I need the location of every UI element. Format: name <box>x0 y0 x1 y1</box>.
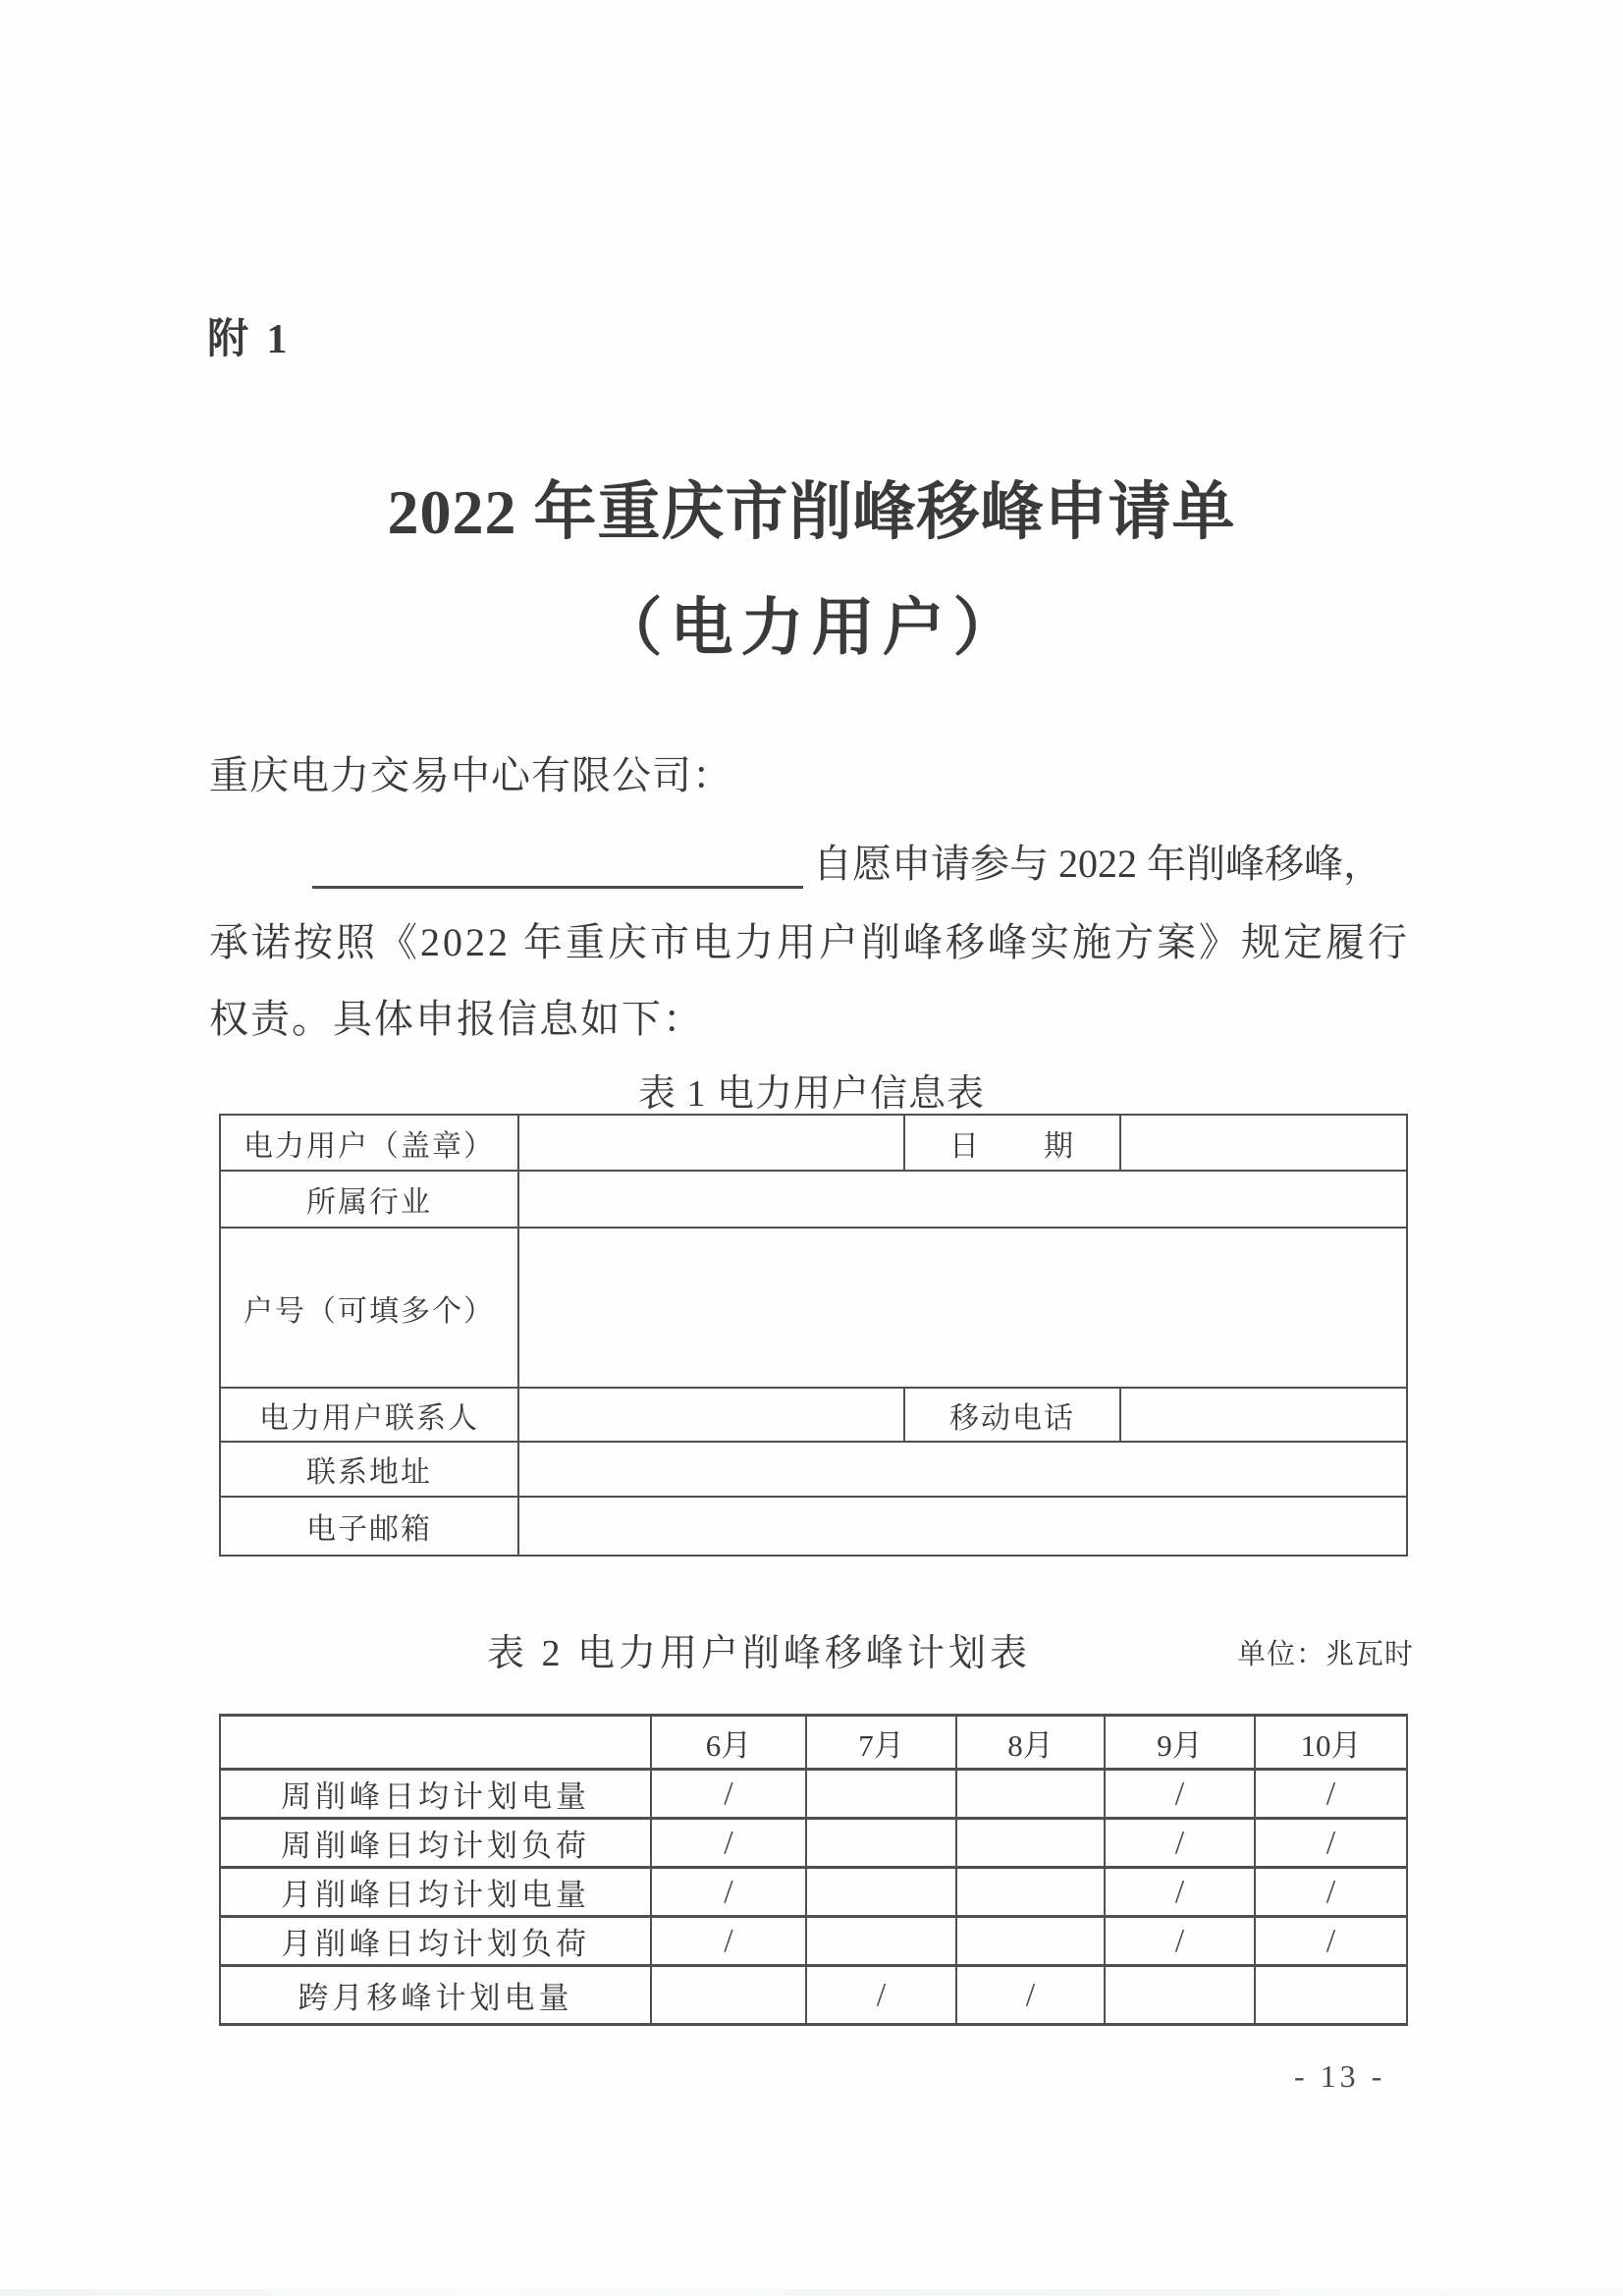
table-row <box>220 1819 1407 1868</box>
plan-header-july: 7月 <box>806 1716 956 1770</box>
table-row <box>220 1868 1407 1917</box>
plan-cell: / <box>1105 1917 1255 1966</box>
plan-row-label: 月削峰日均计划电量 <box>220 1868 651 1917</box>
plan-cell <box>806 1819 956 1868</box>
page-number: - 13 - <box>1294 2058 1386 2094</box>
body-line-2: 承诺按照《2022 年重庆市电力用户削峰移峰实施方案》规定履行 <box>209 920 1410 964</box>
plan-cell <box>956 1770 1105 1819</box>
contact-person-value-cell <box>518 1388 904 1442</box>
attachment-label: 附 1 <box>207 317 292 362</box>
document-title-line1: 2022 年重庆市削峰移峰申请单 <box>387 477 1236 547</box>
plan-cell <box>806 1868 956 1917</box>
plan-row-label: 跨月移峰计划电量 <box>220 1966 651 2025</box>
plan-header-october: 10月 <box>1255 1716 1407 1770</box>
plan-row-label: 月削峰日均计划负荷 <box>220 1917 651 1966</box>
contact-address-value-cell <box>518 1442 1407 1497</box>
plan-cell: / <box>956 1966 1105 2025</box>
table1-caption: 表 1 电力用户信息表 <box>637 1073 985 1115</box>
plan-cell: / <box>1255 1819 1407 1868</box>
plan-cell <box>956 1917 1105 1966</box>
plan-cell: / <box>1105 1770 1255 1819</box>
plan-cell: / <box>1255 1770 1407 1819</box>
label-mobile-phone: 移动电话 <box>904 1388 1120 1442</box>
plan-row-label: 周削峰日均计划电量 <box>220 1770 651 1819</box>
salutation-line: 重庆电力交易中心有限公司： <box>209 753 732 797</box>
plan-cell <box>651 1966 806 2025</box>
label-power-user: 电力用户（盖章） <box>220 1115 518 1171</box>
plan-cell <box>956 1819 1105 1868</box>
plan-cell <box>806 1917 956 1966</box>
plan-cell: / <box>1105 1868 1255 1917</box>
table-row <box>220 1966 1407 2025</box>
table2-unit-note: 单位：兆瓦时 <box>1236 1639 1414 1670</box>
plan-cell: / <box>1255 1917 1407 1966</box>
plan-cell <box>806 1770 956 1819</box>
plan-header-june: 6月 <box>651 1716 806 1770</box>
table2-caption: 表 2 电力用户削峰移峰计划表 <box>486 1633 1031 1674</box>
label-industry: 所属行业 <box>220 1171 518 1228</box>
plan-cell: / <box>1105 1819 1255 1868</box>
label-date: 日 期 <box>904 1115 1120 1171</box>
power-user-value-cell <box>518 1115 904 1171</box>
label-email: 电子邮箱 <box>220 1497 518 1556</box>
plan-cell <box>1255 1966 1407 2025</box>
plan-cell: / <box>1255 1868 1407 1917</box>
user-info-table <box>219 1114 1408 1557</box>
date-value-cell <box>1120 1115 1407 1171</box>
plan-table <box>219 1714 1408 2026</box>
table-row <box>220 1917 1407 1966</box>
plan-cell <box>1105 1966 1255 2025</box>
label-contact-person: 电力用户联系人 <box>220 1388 518 1442</box>
mobile-phone-value-cell <box>1120 1388 1407 1442</box>
applicant-line <box>209 833 1382 889</box>
plan-header-blank <box>220 1716 651 1770</box>
plan-cell: / <box>806 1966 956 2025</box>
email-value-cell <box>518 1497 1407 1556</box>
plan-header-september: 9月 <box>1105 1716 1255 1770</box>
applicant-line-text: 自愿申请参与 2022 年削峰移峰， <box>813 842 1382 886</box>
plan-cell: / <box>651 1868 806 1917</box>
plan-cell <box>956 1868 1105 1917</box>
label-account-numbers: 户号（可填多个） <box>220 1228 518 1388</box>
plan-header-august: 8月 <box>956 1716 1105 1770</box>
industry-value-cell <box>518 1171 1407 1228</box>
plan-row-label: 周削峰日均计划负荷 <box>220 1819 651 1868</box>
plan-cell: / <box>651 1770 806 1819</box>
account-numbers-value-cell <box>518 1228 1407 1388</box>
applicant-name-blank <box>312 843 803 889</box>
body-line-3: 权责。具体申报信息如下： <box>209 997 704 1041</box>
label-contact-address: 联系地址 <box>220 1442 518 1497</box>
plan-cell: / <box>651 1917 806 1966</box>
plan-cell: / <box>651 1819 806 1868</box>
document-title-line2: （电力用户） <box>599 593 1024 663</box>
table-row <box>220 1770 1407 1819</box>
scan-edge-artifact <box>0 2289 1623 2296</box>
